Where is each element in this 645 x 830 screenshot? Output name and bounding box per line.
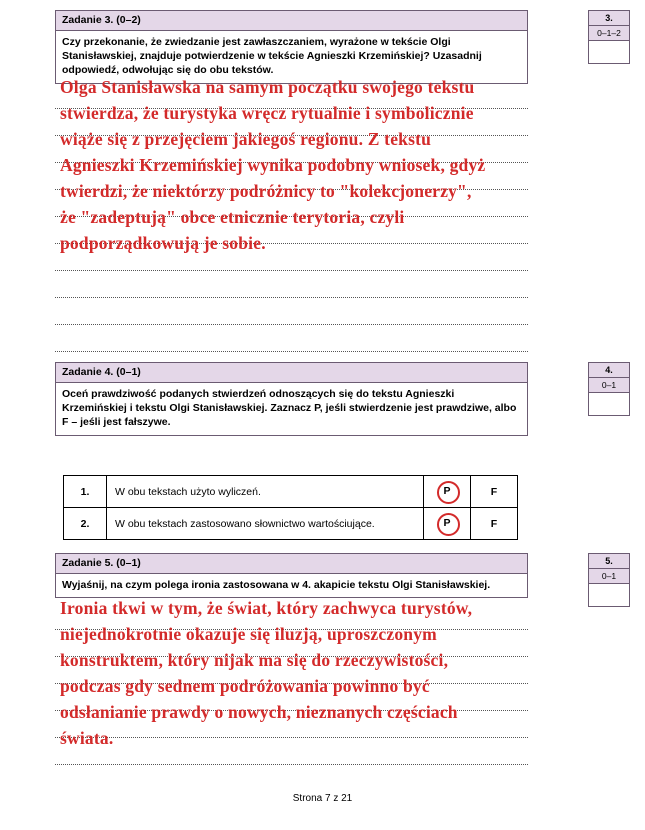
handwriting-line: Agnieszki Krzemińskiej wynika podobny wniosek, gdyż	[60, 155, 486, 175]
task-4-score-range: 0–1	[589, 378, 629, 393]
handwriting-line: podczas gdy sednem podróżowania powinno być	[60, 676, 430, 696]
task-4-body: Oceń prawdziwość podanych stwierdzeń odnoszących się do tekstu Agnieszki Krzemińskiej i tekstu Olgi Stanisławskiej. Zaznacz P, jeśli stwierdzenie jest prawdziwe, albo F – jeśli jest fałszywe.	[55, 383, 528, 436]
row-statement: W obu tekstach użyto wyliczeń.	[107, 476, 424, 508]
task-5-header: Zadanie 5. (0–1)	[55, 553, 528, 574]
row-2-option-false[interactable]: F	[471, 508, 518, 540]
page-footer: Strona 7 z 21	[292, 793, 353, 804]
task-3-score-range: 0–1–2	[589, 26, 629, 41]
handwriting-line: wiąże się z przejęciem jakiegoś regionu. Z tekstu	[60, 129, 432, 149]
row-2-option-true[interactable]	[424, 508, 471, 540]
handwriting-line: niejednokrotnie okazuje się iluzją, uproszczonym	[60, 624, 437, 644]
handwriting-line: Olga Stanisławska na samym początku swojego tekstu	[60, 77, 475, 97]
table-row	[64, 476, 518, 508]
handwriting-line: stwierdza, że turystyka wręcz rytualnie i symbolicznie	[60, 103, 474, 123]
task-3-header: Zadanie 3. (0–2)	[55, 10, 528, 31]
task-4-header: Zadanie 4. (0–1)	[55, 362, 528, 383]
task-5-handwritten-answer	[60, 595, 525, 751]
handwriting-line: że "zadeptują" obce etnicznie terytoria, czyli	[60, 207, 405, 227]
selected-answer-marker[interactable]: P	[439, 483, 456, 500]
task-5-body: Wyjaśnij, na czym polega ironia zastosowana w 4. akapicie tekstu Olgi Stanisławskiej.	[55, 574, 528, 598]
task-3-body: Czy przekonanie, że zwiedzanie jest zawłaszczaniem, wyrażone w tekście Olgi Stanisławskiej, znajduje potwierdzenie w tekście Agnieszki Krzemińskiej? Uzasadnij odpowiedź, odwołując się do obu tekstów.	[55, 31, 528, 84]
handwriting-line: twierdzi, że niektórzy podróżnicy to "kolekcjonerzy",	[60, 181, 472, 201]
task-4-score-blank[interactable]	[589, 393, 629, 415]
task-5-score-number: 5.	[589, 554, 629, 569]
handwriting-line: podporządkowują je sobie.	[60, 233, 266, 253]
task-3-handwritten-answer	[60, 74, 525, 256]
handwriting-line: Ironia tkwi w tym, że świat, który zachwyca turystów,	[60, 598, 473, 618]
answer-line[interactable]	[55, 271, 528, 298]
task-3-score-number: 3.	[589, 11, 629, 26]
handwriting-line: odsłanianie prawdy o nowych, nieznanych częściach	[60, 702, 458, 722]
task-4-score-number: 4.	[589, 363, 629, 378]
task-3-scorebox	[588, 10, 630, 64]
row-number: 2.	[64, 508, 107, 540]
row-1-option-true[interactable]	[424, 476, 471, 508]
task-5-block	[55, 553, 528, 598]
row-1-option-false[interactable]: F	[471, 476, 518, 508]
task-3-block	[55, 10, 528, 84]
answer-line[interactable]	[55, 298, 528, 325]
task-4-scorebox	[588, 362, 630, 416]
task-5-score-range: 0–1	[589, 569, 629, 584]
table-row	[64, 508, 518, 540]
task-4-block	[55, 362, 528, 436]
selected-answer-marker[interactable]: P	[439, 515, 456, 532]
true-false-table	[63, 475, 518, 540]
task-5-scorebox	[588, 553, 630, 607]
handwriting-line: świata.	[60, 728, 114, 748]
task-3-score-blank[interactable]	[589, 41, 629, 63]
answer-line[interactable]	[55, 325, 528, 352]
handwriting-line: konstruktem, który nijak ma się do rzeczywistości,	[60, 650, 449, 670]
task-5-score-blank[interactable]	[589, 584, 629, 606]
row-number: 1.	[64, 476, 107, 508]
row-statement: W obu tekstach zastosowano słownictwo wartościujące.	[107, 508, 424, 540]
